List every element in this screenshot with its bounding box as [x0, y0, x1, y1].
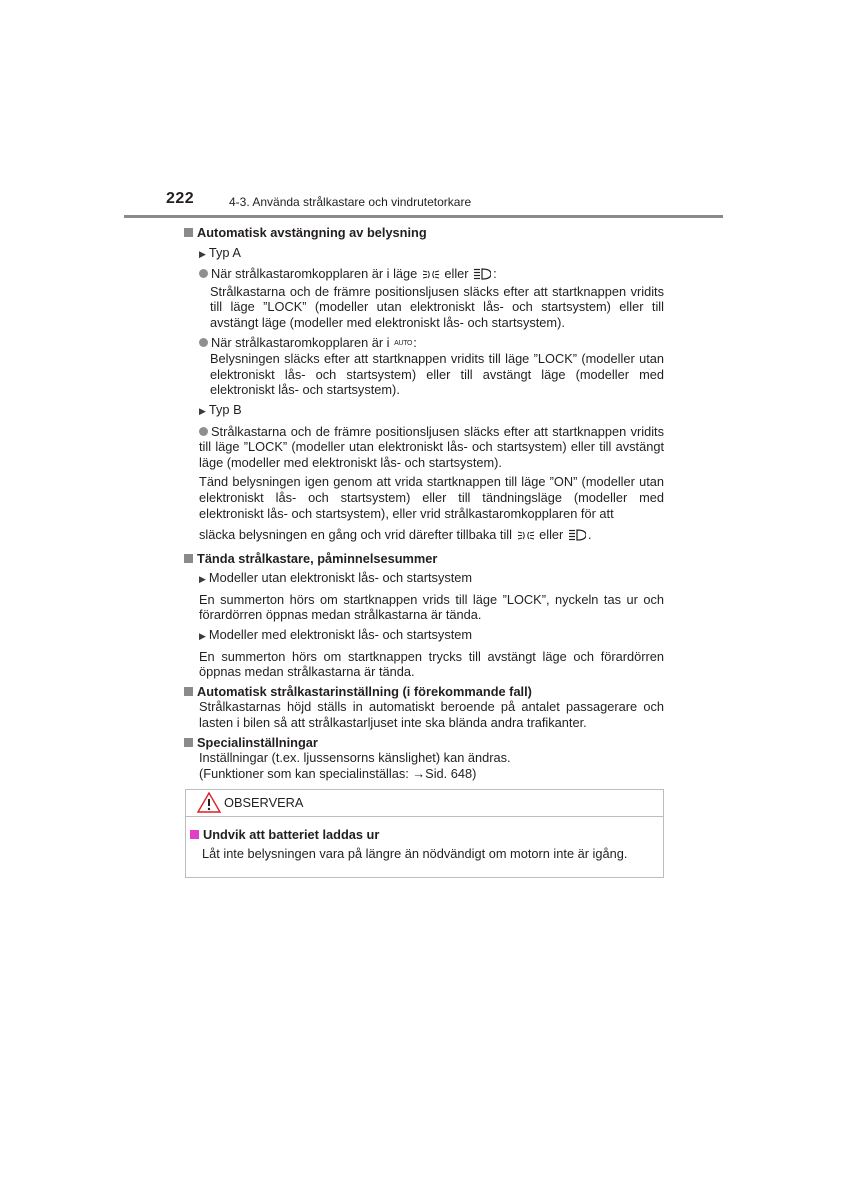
subhead-text: Typ B [208, 401, 242, 417]
bullet-body: Belysningen släcks efter att startknappen vridits till läge ”LOCK” (modeller utan elektroniskt lås- och startsystem) eller till avstängt läge (modeller med elektroniskt lås- och startsystem). [210, 351, 664, 398]
main-content [184, 225, 664, 781]
paragraph: En summerton hörs om startknappen vrids till läge ”LOCK”, nyckeln tas ur och förardörren öppnas medan strålkastarna är tända. [199, 591, 664, 623]
chapter-title: 4-3. Använda strålkastare och vindrutetorkare [229, 195, 472, 209]
bullet-text: Strålkastarna och de främre positionsljusen släcks efter att startknappen vridits till läge ”LOCK” (modeller utan elektroniskt lås- och startsystem) eller till avstängt läge (modeller med elektroniskt lås- och startsystem). [199, 423, 664, 470]
bullet-text: : [493, 266, 497, 282]
section-square-icon [184, 687, 193, 696]
headlight-icon [569, 529, 586, 545]
auto-icon: AUTO [394, 339, 413, 347]
paragraph-text: . [587, 527, 592, 543]
bullet-item [184, 335, 664, 352]
notice-box [185, 789, 664, 878]
paragraph: Inställningar (t.ex. ljussensorns känslighet) kan ändras. [199, 750, 511, 766]
bullet-dot-icon [199, 338, 208, 347]
subhead-text: Modeller med elektroniskt lås- och startsystem [208, 627, 473, 643]
bullet-dot-icon [199, 269, 208, 278]
bullet-item [184, 266, 664, 284]
bullet-text: När strålkastaromkopplaren är i läge [211, 266, 421, 282]
section-heading-customization [184, 735, 664, 751]
subhead-text: Modeller utan elektroniskt lås- och startsystem [208, 570, 473, 586]
triangle-marker-icon: ▶ [199, 405, 206, 416]
position-light-icon [518, 529, 534, 545]
notice-square-icon [190, 830, 199, 839]
notice-heading-text: Undvik att batteriet laddas ur [203, 827, 380, 842]
section-heading-text: Specialinställningar [197, 734, 318, 750]
section-heading-leveling [184, 684, 664, 700]
section-heading-text: Automatisk avstängning av belysning [197, 225, 427, 240]
subhead-typ-b [184, 402, 664, 420]
headlight-icon [474, 268, 491, 284]
notice-title: OBSERVERA [224, 795, 304, 810]
bullet-dot-icon [199, 427, 208, 436]
subhead [184, 570, 664, 588]
bullet-text: När strålkastaromkopplaren är i [211, 334, 394, 350]
notice-header [186, 790, 663, 817]
subhead [184, 627, 664, 645]
triangle-marker-icon: ▶ [199, 574, 206, 585]
paragraph: En summerton hörs om startknappen trycks till avstängt läge och förardörren öppnas medan strålkastarna är tända. [199, 648, 664, 680]
header-rule [124, 215, 723, 218]
paragraph: Tänd belysningen igen genom att vrida startknappen till läge ”ON” (modeller utan elektroniskt lås- och startsystem) eller till tändningsläge (modeller med elektroniskt lås- och startsystem), eller vrid strålkastaromkopplaren för att [199, 474, 664, 521]
section-square-icon [184, 228, 193, 237]
position-light-icon [423, 268, 439, 284]
section-square-icon [184, 554, 193, 563]
triangle-marker-icon: ▶ [199, 248, 206, 259]
paragraph-text: släcka belysningen en gång och vrid därefter tillbaka till [199, 527, 516, 543]
section-heading-auto-off [184, 225, 664, 241]
notice-text: Låt inte belysningen vara på längre än nödvändigt om motorn inte är igång. [202, 846, 628, 861]
paragraph-text: eller [535, 527, 567, 543]
section-heading-reminder [184, 551, 664, 567]
triangle-marker-icon: ▶ [199, 631, 206, 642]
bullet-text: eller [440, 266, 473, 282]
section-square-icon [184, 738, 193, 747]
section-heading-text: Tända strålkastare, påminnelsesummer [197, 550, 438, 566]
notice-heading [190, 827, 379, 842]
subhead-text: Typ A [208, 244, 241, 260]
page-reference-link[interactable]: (Funktioner som kan specialinställas: →Sid. 648) [199, 765, 477, 781]
section-heading-text: Automatisk strålkastarinställning (i förekommande fall) [197, 683, 532, 699]
page-number: 222 [166, 190, 195, 207]
subhead-typ-a [184, 245, 664, 263]
bullet-text: : [413, 334, 417, 350]
warning-triangle-icon [197, 792, 221, 818]
paragraph: Strålkastarnas höjd ställs in automatiskt beroende på antalet passagerare och lasten i bilen så att strålkastarljuset inte ska blända andra trafikanter. [199, 699, 664, 731]
bullet-item [184, 424, 664, 471]
bullet-body: Strålkastarna och de främre positionsljusen släcks efter att startknappen vridits till läge ”LOCK” (modeller utan elektroniskt lås- och startsystem) eller till avstängt läge (modeller med elektroniskt lås- och startsystem). [210, 283, 664, 330]
paragraph [184, 527, 664, 545]
